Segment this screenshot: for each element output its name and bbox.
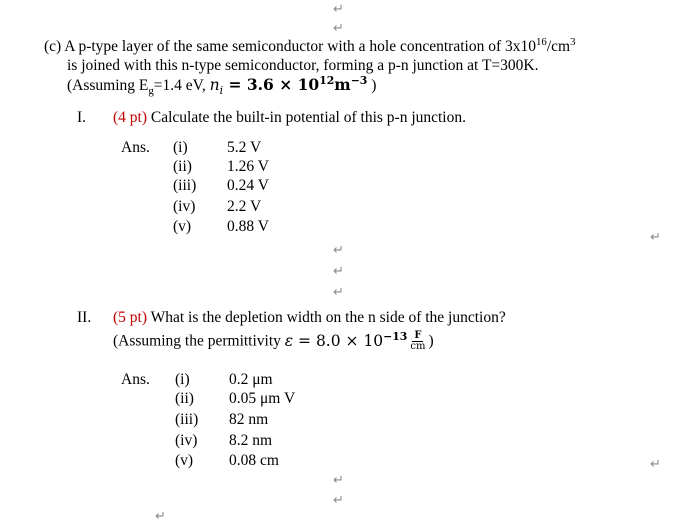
option-roman: (ii) xyxy=(175,390,194,407)
question-text: ) xyxy=(428,332,434,350)
answer-label: Ans. xyxy=(121,371,150,388)
subscript: i xyxy=(219,84,224,98)
option-value: 2.2 V xyxy=(227,198,262,215)
exponent: 12 xyxy=(319,73,335,87)
question-text: (Assuming the permittivity xyxy=(113,332,285,350)
intro-line-2: is joined with this n-type semiconductor, forming a p-n junction at T=300K. xyxy=(67,57,539,74)
option-roman: (v) xyxy=(173,218,192,235)
paragraph-mark: ↵ xyxy=(155,509,166,524)
exponent: −3 xyxy=(350,73,368,87)
answer-label: Ans. xyxy=(121,139,150,156)
points-label: (4 pt) xyxy=(113,109,148,126)
question-text: Calculate the built-in potential of this p-n junction. xyxy=(147,109,466,126)
paragraph-mark: ↵ xyxy=(333,493,344,508)
ni-equation xyxy=(209,73,368,98)
equation-text: = 3.6 × 10 xyxy=(223,75,320,94)
intro-line-1 xyxy=(44,35,576,55)
denominator: cm xyxy=(410,341,426,352)
option-roman: (i) xyxy=(173,139,188,156)
variable: ε xyxy=(284,331,294,350)
option-roman: (iii) xyxy=(173,177,197,194)
intro-text: =1.4 eV, xyxy=(153,77,210,94)
option-value: 0.08 cm xyxy=(229,452,279,469)
exponent: −13 xyxy=(383,329,408,343)
option-roman: (iv) xyxy=(175,432,198,449)
question-1-text xyxy=(113,110,466,126)
unit: /cm xyxy=(546,38,571,55)
option-value: 1.26 V xyxy=(227,158,269,175)
option-roman: (i) xyxy=(175,371,190,388)
numerator: F xyxy=(414,330,422,341)
option-roman: (iii) xyxy=(175,411,199,428)
fraction xyxy=(408,331,427,352)
question-2-text xyxy=(113,310,506,326)
question-2-assumption xyxy=(113,331,434,352)
option-value: 8.2 nm xyxy=(229,432,273,449)
paragraph-mark: ↵ xyxy=(650,230,661,245)
points-label: (5 pt) xyxy=(113,309,148,326)
exponent: 16 xyxy=(535,35,547,48)
question-1-number: I. xyxy=(77,109,87,126)
option-value: 5.2 V xyxy=(227,139,262,156)
question-text: What is the depletion width on the n side of the junction? xyxy=(147,309,506,326)
exponent: 3 xyxy=(570,35,576,48)
intro-text: A p-type layer of the same semiconductor with a hole concentration of 3x10 xyxy=(64,38,536,55)
option-roman: (iv) xyxy=(173,198,196,215)
option-roman: (ii) xyxy=(173,158,192,175)
permittivity-equation xyxy=(284,329,429,352)
paragraph-mark: ↵ xyxy=(333,21,344,36)
subscript: g xyxy=(148,85,154,98)
equation-text: = 8.0 × 10 xyxy=(293,331,384,350)
paragraph-mark: ↵ xyxy=(333,2,344,17)
part-label: (c) xyxy=(44,38,62,55)
paragraph-mark: ↵ xyxy=(333,264,344,279)
option-value: 0.05 μm V xyxy=(229,390,296,407)
variable: n xyxy=(209,76,220,94)
intro-text: ) xyxy=(367,77,377,94)
option-roman: (v) xyxy=(175,452,194,469)
paragraph-mark: ↵ xyxy=(333,473,344,488)
paragraph-mark: ↵ xyxy=(333,285,344,300)
intro-text: (Assuming E xyxy=(67,77,149,94)
unit: m xyxy=(334,75,351,94)
intro-line-3 xyxy=(67,73,377,98)
option-value: 0.88 V xyxy=(227,218,269,235)
option-value: 0.24 V xyxy=(227,177,269,194)
option-value: 82 nm xyxy=(229,411,269,428)
paragraph-mark: ↵ xyxy=(333,243,344,258)
option-value: 0.2 μm xyxy=(229,371,273,388)
question-2-number: II. xyxy=(77,309,92,326)
paragraph-mark: ↵ xyxy=(650,457,661,472)
